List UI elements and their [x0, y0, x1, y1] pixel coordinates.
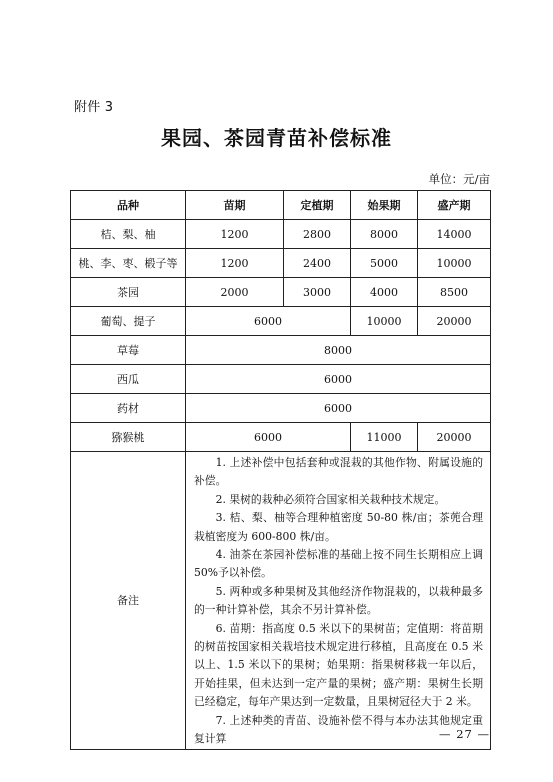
planting-value: 2800 [284, 220, 351, 249]
all-period-value: 6000 [186, 365, 491, 394]
table-row [71, 220, 491, 249]
seedling-value: 1200 [186, 249, 284, 278]
note-item: 6. 苗期：指高度 0.5 米以下的果树苗；定值期：将苗期的树苗按国家相关栽培技术规定进行移植，且高度在 0.5 米以上、1.5 米以下的果树；始果期：指果树移栽一年以后，开始挂果，但未达到一定产量的果树；盛产期：果树生长期已经稳定，每年产果达到一定数量，且果树冠径大于 2 米。 [194, 621, 483, 709]
planting-value: 2400 [284, 249, 351, 278]
variety-name: 茶园 [71, 278, 186, 307]
peak-value: 20000 [418, 307, 491, 336]
variety-name: 西瓜 [71, 365, 186, 394]
peak-value: 20000 [418, 423, 491, 452]
early-fruit-value: 4000 [351, 278, 418, 307]
all-period-value: 6000 [186, 394, 491, 423]
early-fruit-value: 8000 [351, 220, 418, 249]
seedling-value: 1200 [186, 220, 284, 249]
variety-name: 草莓 [71, 336, 186, 365]
header-seedling: 苗期 [186, 191, 284, 220]
seedling-planting-value: 6000 [186, 307, 351, 336]
header-planting: 定植期 [284, 191, 351, 220]
notes-label: 备注 [71, 452, 186, 750]
seedling-value: 2000 [186, 278, 284, 307]
note-item: 1. 上述补偿中包括套种或混栽的其他作物、附属设施的补偿。 [194, 456, 483, 488]
header-variety: 品种 [71, 191, 186, 220]
variety-name: 桔、梨、柚 [71, 220, 186, 249]
note-item: 5. 两种或多种果树及其他经济作物混栽的，以栽种最多的一种计算补偿，其余不另计算补偿。 [194, 584, 483, 617]
early-fruit-value: 11000 [351, 423, 418, 452]
notes-row [71, 452, 491, 750]
note-item: 3. 桔、梨、柚等合理种植密度 50-80 株/亩；茶蔸合理栽植密度为 600-800 株/亩。 [194, 511, 483, 543]
early-fruit-value: 10000 [351, 307, 418, 336]
table-row [71, 278, 491, 307]
table-row [71, 423, 491, 452]
page-number: — 27 — [439, 727, 490, 741]
variety-name: 药材 [71, 394, 186, 423]
compensation-table [70, 190, 491, 750]
all-period-value: 8000 [186, 336, 491, 365]
header-early-fruit: 始果期 [351, 191, 418, 220]
header-peak: 盛产期 [418, 191, 491, 220]
notes-content [186, 452, 491, 750]
page-title: 果园、茶园青苗补偿标准 [161, 126, 392, 150]
table-row [71, 249, 491, 278]
note-item: 4. 油茶在茶园补偿标准的基础上按不同生长期相应上调 50%予以补偿。 [194, 548, 483, 580]
note-item: 7. 上述种类的青苗、设施补偿不得与本办法其他规定重复计算 [194, 713, 483, 746]
variety-name: 猕猴桃 [71, 423, 186, 452]
peak-value: 14000 [418, 220, 491, 249]
table-row [71, 365, 491, 394]
unit-label: 单位：元/亩 [428, 172, 490, 186]
table-row [71, 336, 491, 365]
peak-value: 10000 [418, 249, 491, 278]
attachment-label: 附件 3 [74, 100, 114, 115]
early-fruit-value: 5000 [351, 249, 418, 278]
variety-name: 葡萄、提子 [71, 307, 186, 336]
variety-name: 桃、李、枣、椴子等 [71, 249, 186, 278]
peak-value: 8500 [418, 278, 491, 307]
table-row [71, 394, 491, 423]
planting-value: 3000 [284, 278, 351, 307]
table-row [71, 307, 491, 336]
seedling-planting-value: 6000 [186, 423, 351, 452]
note-item: 2. 果树的栽种必须符合国家相关栽种技术规定。 [215, 492, 446, 506]
table-header-row [71, 191, 491, 220]
